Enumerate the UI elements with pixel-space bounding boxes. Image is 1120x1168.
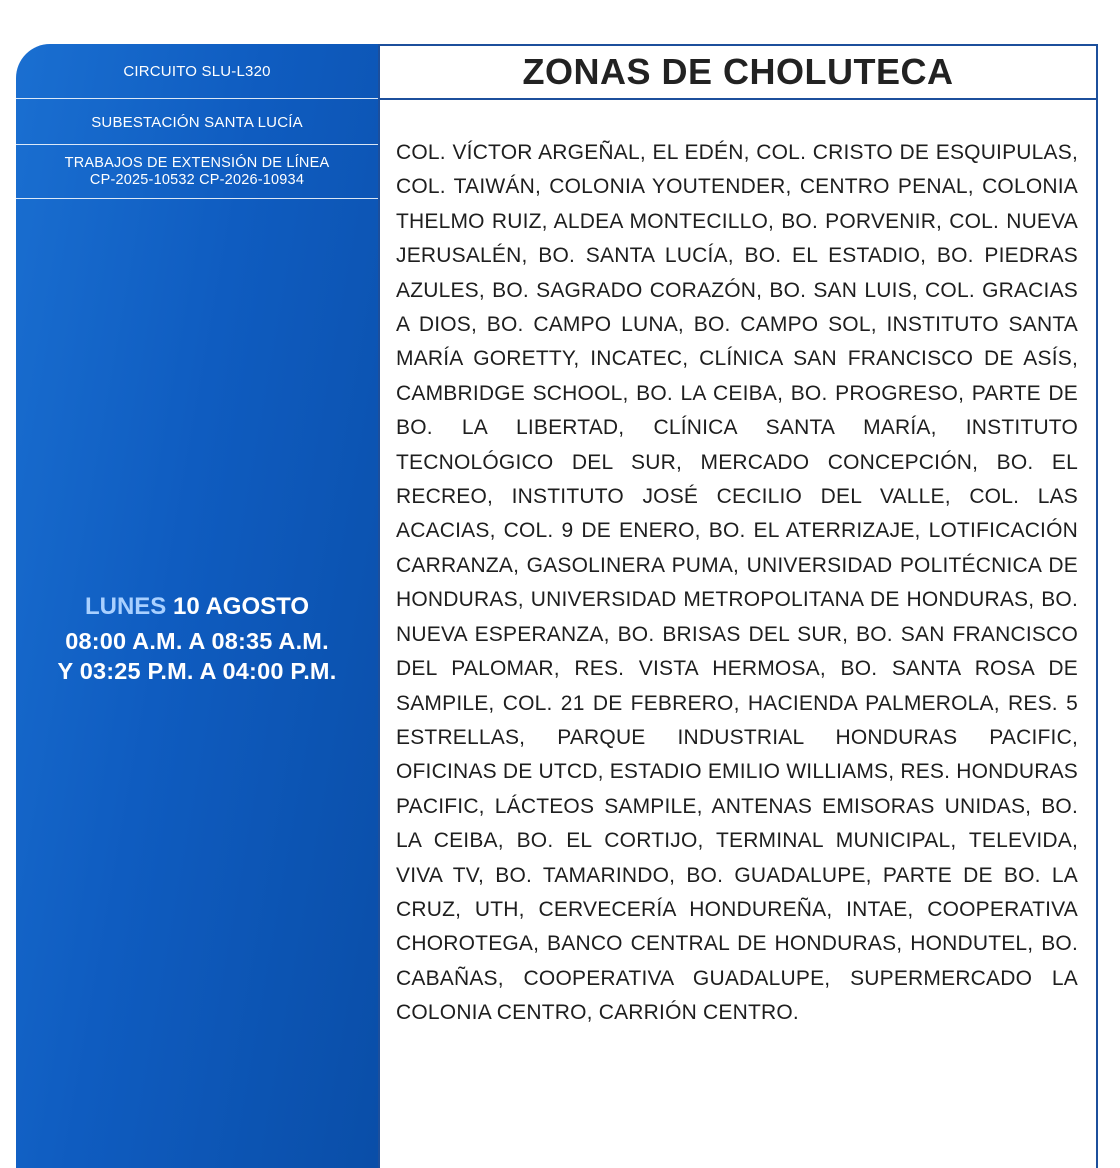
substation-text: SUBESTACIÓN SANTA LUCÍA bbox=[91, 113, 303, 131]
schedule-time-1: 08:00 A.M. A 08:35 A.M. bbox=[65, 628, 329, 654]
outage-notice-card bbox=[16, 44, 1100, 1168]
info-sidebar bbox=[16, 44, 378, 1168]
substation-label bbox=[16, 100, 378, 145]
page-title: ZONAS DE CHOLUTECA bbox=[380, 46, 1096, 100]
work-description bbox=[16, 146, 378, 199]
schedule-day-date: 10 AGOSTO bbox=[166, 593, 310, 620]
circuit-text: CIRCUITO SLU-L320 bbox=[123, 62, 271, 80]
schedule-block bbox=[16, 592, 378, 686]
work-line-1: TRABAJOS DE EXTENSIÓN DE LÍNEA bbox=[64, 155, 330, 171]
circuit-label bbox=[16, 44, 378, 99]
work-line-2: CP-2025-10532 CP-2026-10934 bbox=[89, 172, 305, 188]
schedule-time-2: Y 03:25 P.M. A 04:00 P.M. bbox=[57, 658, 337, 684]
schedule-date bbox=[16, 592, 378, 622]
zones-list: COL. VÍCTOR ARGEÑAL, EL EDÉN, COL. CRISTO DE ESQUIPULAS, COL. TAIWÁN, COLONIA YOUTENDER, CENTRO PENAL, COLONIA THELMO RUIZ, ALDEA MONTECILLO, BO. PORVENIR, COL. NUEVA JERUSALÉN, BO. SANTA LUCÍA, BO. EL ESTADIO, BO. PIEDRAS AZULES, BO. SAGRADO CORAZÓN, BO. SAN LUIS, COL. GRACIAS A DIOS, BO. CAMPO LUNA, BO. CAMPO SOL, INSTITUTO SANTA MARÍA GORETTY, INCATEC, CLÍNICA SAN FRANCISCO DE ASÍS, CAMBRIDGE SCHOOL, BO. LA CEIBA, BO. PROGRESO, PARTE DE BO. LA LIBERTAD, CLÍNICA SANTA MARÍA, INSTITUTO TECNOLÓGICO DEL SUR, MERCADO CONCEPCIÓN, BO. EL RECREO, INSTITUTO JOSÉ CECILIO DEL VALLE, COL. LAS ACACIAS, COL. 9 DE ENERO, BO. EL ATERRIZAJE, LOTIFICACIÓN CARRANZA, GASOLINERA PUMA, UNIVERSIDAD POLITÉCNICA DE HONDURAS, UNIVERSIDAD METROPOLITANA DE HONDURAS, BO. NUEVA ESPERANZA, BO. BRISAS DEL SUR, BO. SAN FRANCISCO DEL PALOMAR, RES. VISTA HERMOSA, BO. SANTA ROSA DE SAMPILE, COL. 21 DE FEBRERO, HACIENDA PALMEROLA, RES. 5 ESTRELLAS, PARQUE INDUSTRIAL HONDURAS PACIFIC, OFICINAS DE UTCD, ESTADIO EMILIO WILLIAMS, RES. HONDURAS PACIFIC, LÁCTEOS SAMPILE, ANTENAS EMISORAS UNIDAS, BO. LA CEIBA, BO. EL CORTIJO, TERMINAL MUNICIPAL, TELEVIDA, VIVA TV, BO. TAMARINDO, BO. GUADALUPE, PARTE DE BO. LA CRUZ, UTH, CERVECERÍA HONDUREÑA, INTAE, COOPERATIVA CHOROTEGA, BANCO CENTRAL DE HONDURAS, HONDUTEL, BO. CABAÑAS, COOPERATIVA GUADALUPE, SUPERMERCADO LA COLONIA CENTRO, CARRIÓN CENTRO. bbox=[396, 141, 1078, 1025]
schedule-day-name: LUNES bbox=[84, 593, 167, 620]
